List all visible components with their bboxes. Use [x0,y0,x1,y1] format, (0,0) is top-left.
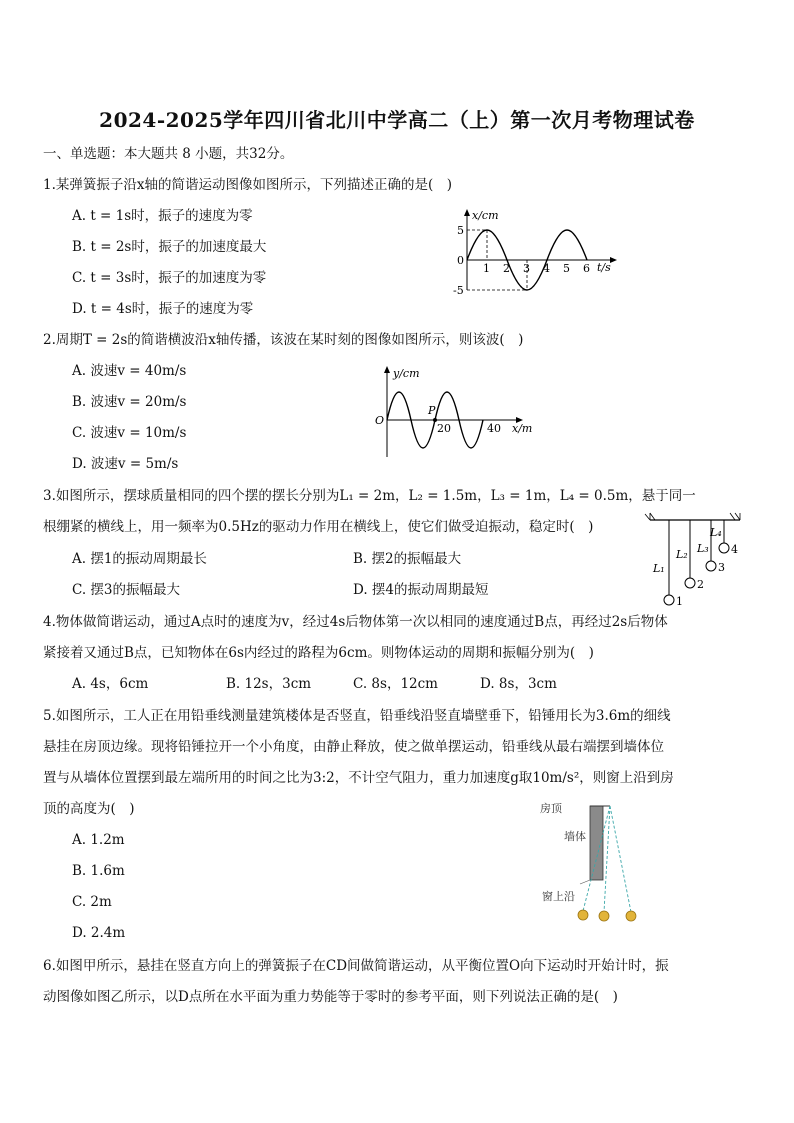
q4-option-c: C. 8s，12cm [353,676,438,692]
question-5-stem-line3: 置与从墙体位置摆到最左端所用的时间之比为3:2，不计空气阻力，重力加速度g取10m/s²，则窗上沿到房 [43,770,674,786]
q1-y-label: x/cm [472,209,499,222]
q5-plumb-line-figure [534,800,654,928]
section-heading: 一、单选题：本大题共 8 小题，共32分。 [43,146,294,162]
exam-title: 2024-2025学年四川省北川中学高二（上）第一次月考物理试卷 [99,108,695,132]
q5-option-c: C. 2m [72,894,112,910]
q1-ytick-5: 5 [457,224,464,237]
q4-option-b: B. 12s，3cm [226,676,312,692]
q5-option-b: B. 1.6m [72,863,125,879]
question-5-stem-line2: 悬挂在房顶边缘。现将铅锤拉开一个小角度，由静止释放，使之做单摆运动，铅垂线从最右端摆到墙体位 [43,739,664,755]
question-2-stem: 2.周期T = 2s的简谐横波沿x轴传播，该波在某时刻的图像如图所示，则该波( ) [43,332,524,348]
q5-label-window: 窗上沿 [542,890,575,903]
q1-option-a: A. t = 1s时，振子的速度为零 [72,208,253,224]
q1-xtick-2: 2 [503,262,510,275]
question-1-stem: 1.某弹簧振子沿x轴的简谐运动图像如图所示，下列描述正确的是( ) [43,177,453,193]
q5-label-wall: 墙体 [564,830,586,843]
q1-ytick-neg5: -5 [453,284,464,297]
q1-option-c: C. t = 3s时，振子的加速度为零 [72,270,267,286]
question-6-stem-line2: 动图像如图乙所示，以D点所在水平面为重力势能等于零时的参考平面，则下列说法正确的是( ) [43,989,618,1005]
q3-ball-4: 4 [731,543,738,556]
q2-xtick-20: 20 [437,422,451,435]
q2-option-d: D. 波速v = 5m/s [72,456,179,472]
q1-xtick-1: 1 [483,262,490,275]
q1-xtick-3: 3 [523,262,530,275]
q5-option-d: D. 2.4m [72,925,126,941]
q3-option-a: A. 摆1的振动周期最长 [72,551,207,567]
q1-graph [442,205,622,300]
q1-x-label: t/s [597,261,611,274]
q4-option-d: D. 8s，3cm [480,676,557,692]
question-5-stem-line4: 顶的高度为( ) [43,801,135,817]
question-4-stem-line1: 4.物体做简谐运动，通过A点时的速度为v，经过4s后物体第一次以相同的速度通过B点，再经过2s后物体 [43,614,668,630]
q2-x-label: x/m [512,422,533,435]
q1-xtick-4: 4 [543,262,550,275]
question-6-stem-line1: 6.如图甲所示，悬挂在竖直方向上的弹簧振子在CD间做简谐运动，从平衡位置O向下运动时开始计时，振 [43,958,669,974]
q1-xtick-6: 6 [583,262,590,275]
q2-xtick-40: 40 [487,422,501,435]
q3-option-c: C. 摆3的振幅最大 [72,582,181,598]
q1-xtick-5: 5 [563,262,570,275]
q3-label-l2: L₂ [676,548,688,561]
question-3-stem-line2: 根绷紧的横线上，用一频率为0.5Hz的驱动力作用在横线上，使它们做受迫振动，稳定时( ) [43,519,594,535]
q3-pendulum-figure [644,512,744,610]
question-5-stem-line1: 5.如图所示，工人正在用铅垂线测量建筑楼体是否竖直，铅垂线沿竖直墙壁垂下，铅锤用长为3.6m的细线 [43,708,671,724]
q3-ball-2: 2 [697,578,704,591]
q2-option-a: A. 波速v = 40m/s [72,363,187,379]
q2-graph [370,362,540,462]
q5-option-a: A. 1.2m [72,832,125,848]
question-4-stem-line2: 紧接着又通过B点，已知物体在6s内经过的路程为6cm。则物体运动的周期和振幅分别为( ) [43,645,594,661]
q3-option-d: D. 摆4的振动周期最短 [353,582,489,598]
q4-option-a: A. 4s，6cm [72,676,149,692]
q1-option-b: B. t = 2s时，振子的加速度最大 [72,239,267,255]
q2-option-c: C. 波速v = 10m/s [72,425,187,441]
q1-origin: 0 [457,254,464,267]
q3-label-l3: L₃ [697,542,709,555]
q2-origin: O [375,414,385,427]
q3-ball-3: 3 [718,561,725,574]
q2-option-b: B. 波速v = 20m/s [72,394,187,410]
q2-point-p: P [428,404,436,417]
q1-option-d: D. t = 4s时，振子的速度为零 [72,301,254,317]
q3-ball-1: 1 [676,595,683,608]
q3-label-l4: L₄ [710,526,722,539]
q2-y-label: y/cm [393,367,420,380]
q3-option-b: B. 摆2的振幅最大 [353,551,462,567]
question-3-stem-line1: 3.如图所示，摆球质量相同的四个摆的摆长分别为L₁ = 2m，L₂ = 1.5m，L₃ = 1m，L₄ = 0.5m，悬于同一 [43,488,696,504]
q3-label-l1: L₁ [653,562,665,575]
q5-label-roof: 房顶 [540,802,562,815]
